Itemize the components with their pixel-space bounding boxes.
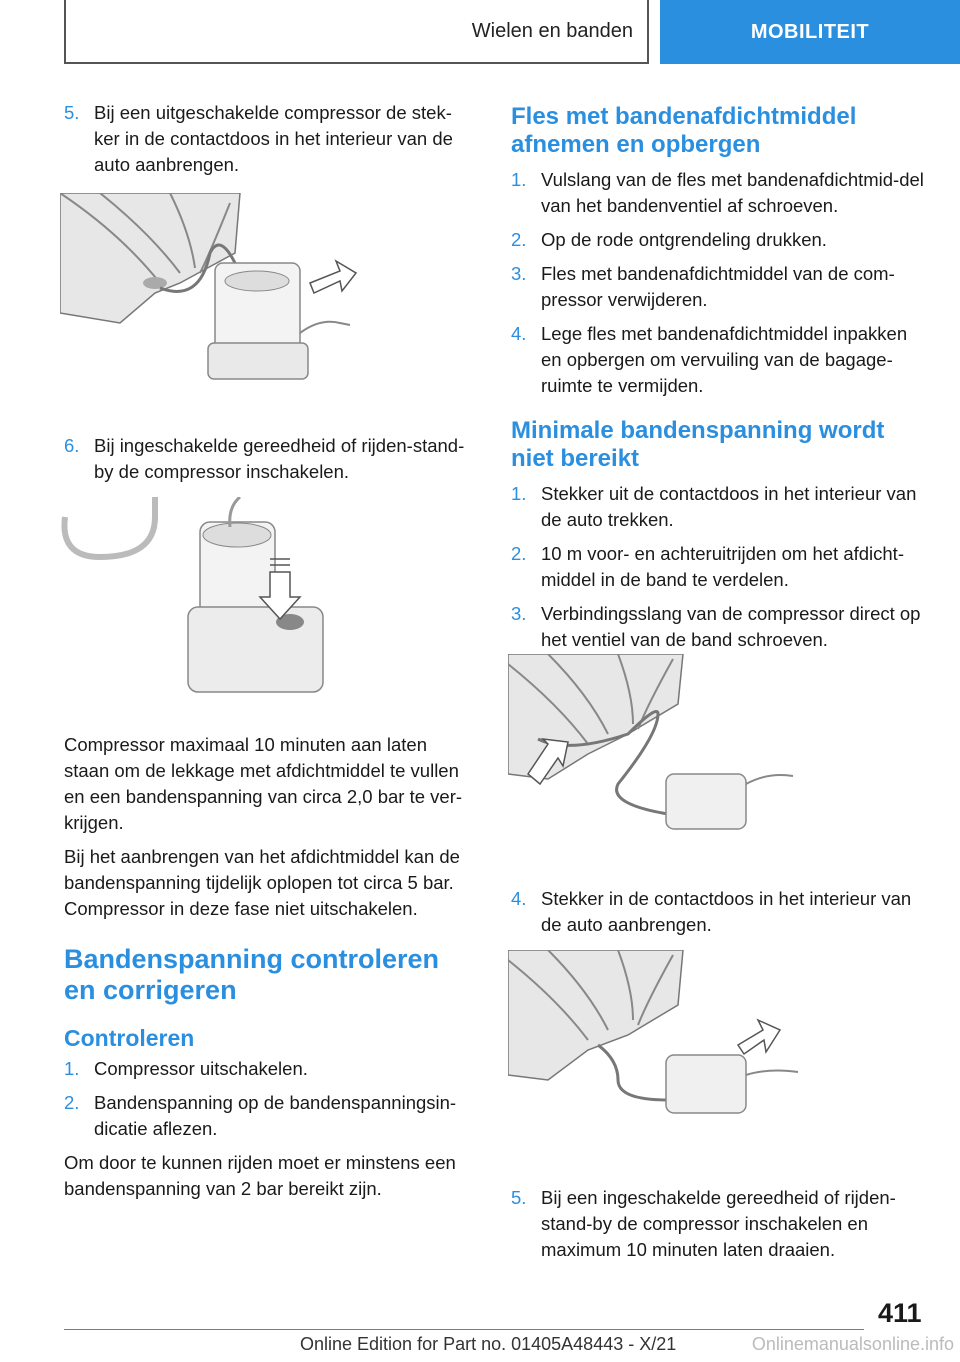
step-6-compressor-on: 6. Bij ingeschakelde gereedheid of rijden-stand-by de compressor inschakelen. [64,435,465,482]
right-column-3 [511,1185,927,1271]
right-column-2 [511,886,927,946]
left-column-3 [64,732,476,1210]
chapter-tab [660,0,960,64]
illustration-compressor-switch [60,497,350,697]
paragraph-max-runtime: Compressor maximaal 10 minuten aan laten staan om de lekkage met afdichtmiddel te vullen en een bandenspanning van circa 2,0 bar te ver-krijgen. [64,734,463,833]
left-column-2 [64,433,476,493]
illustration-compressor-plug-in [60,193,400,385]
chapter-title: MOBILITEIT [750,20,870,43]
fles-step-2: 2. Op de rode ontgrendeling drukken. [511,229,827,250]
heading-min-pressure: Minimale bandenspanning wordt niet bereikt [511,417,885,472]
paragraph-min-pressure: Om door te kunnen rijden moet er minstens een bandenspanning van 2 bar bereikt zijn. [64,1152,456,1199]
min-step-1: 1. Stekker uit de contactdoos in het interieur van de auto trekken. [511,483,917,530]
step-4-plug-in: 4. Stekker in de contactdoos in het interieur van de auto aanbrengen. [511,888,912,935]
heading-remove-bottle: Fles met bandenafdichtmiddel afnemen en opbergen [511,103,857,158]
illustration-hose-on-valve [508,654,808,836]
illustration-compressor-plug-in-2 [508,950,808,1135]
footer-edition: Online Edition for Part no. 01405A48443 - X/21 [300,1334,677,1354]
step-5-compressor-plug: 5. Bij een uitgeschakelde compressor de stek-ker in de contactdoos in het interieur van de auto aanbrengen. [64,102,453,175]
footer-divider [64,1329,864,1330]
subheading-controleren: Controleren [64,1025,195,1051]
check-step-2: 2. Bandenspanning op de bandenspanningsin-dicatie aflezen. [64,1092,457,1139]
paragraph-pressure-peak: Bij het aanbrengen van het afdichtmiddel kan de bandenspanning tijdelijk oplopen tot circa 5 bar. Compressor in deze fase niet uitschakelen. [64,846,460,919]
min-step-3: 3. Verbindingsslang van de compressor direct op het ventiel van de band schroeven. [511,603,921,650]
watermark: Onlinemanualsonline.info [751,1334,954,1354]
page-number: 411 [878,1298,922,1328]
right-column [511,103,927,661]
section-tab [64,0,649,64]
section-title: Wielen en banden [471,19,633,42]
heading-check-correct: Bandenspanning controleren en corrigeren [64,944,440,1005]
check-step-1: 1. Compressor uitschakelen. [64,1058,308,1079]
fles-step-4: 4. Lege fles met bandenafdichtmiddel inpakken en opbergen om vervuiling van de bagage-ruimte te vermijden. [511,323,908,396]
fles-step-3: 3. Fles met bandenafdichtmiddel van de com-pressor verwijderen. [511,263,895,310]
step-5-compressor-on: 5. Bij een ingeschakelde gereedheid of rijden-stand-by de compressor inschakelen en maximum 10 minuten laten draaien. [511,1187,896,1260]
fles-step-1: 1. Vulslang van de fles met bandenafdichtmid-del van het bandenventiel af schroeven. [511,169,924,216]
min-step-2: 2. 10 m voor- en achteruitrijden om het afdicht-middel in de band te verdelen. [511,543,904,590]
left-column [64,100,476,178]
